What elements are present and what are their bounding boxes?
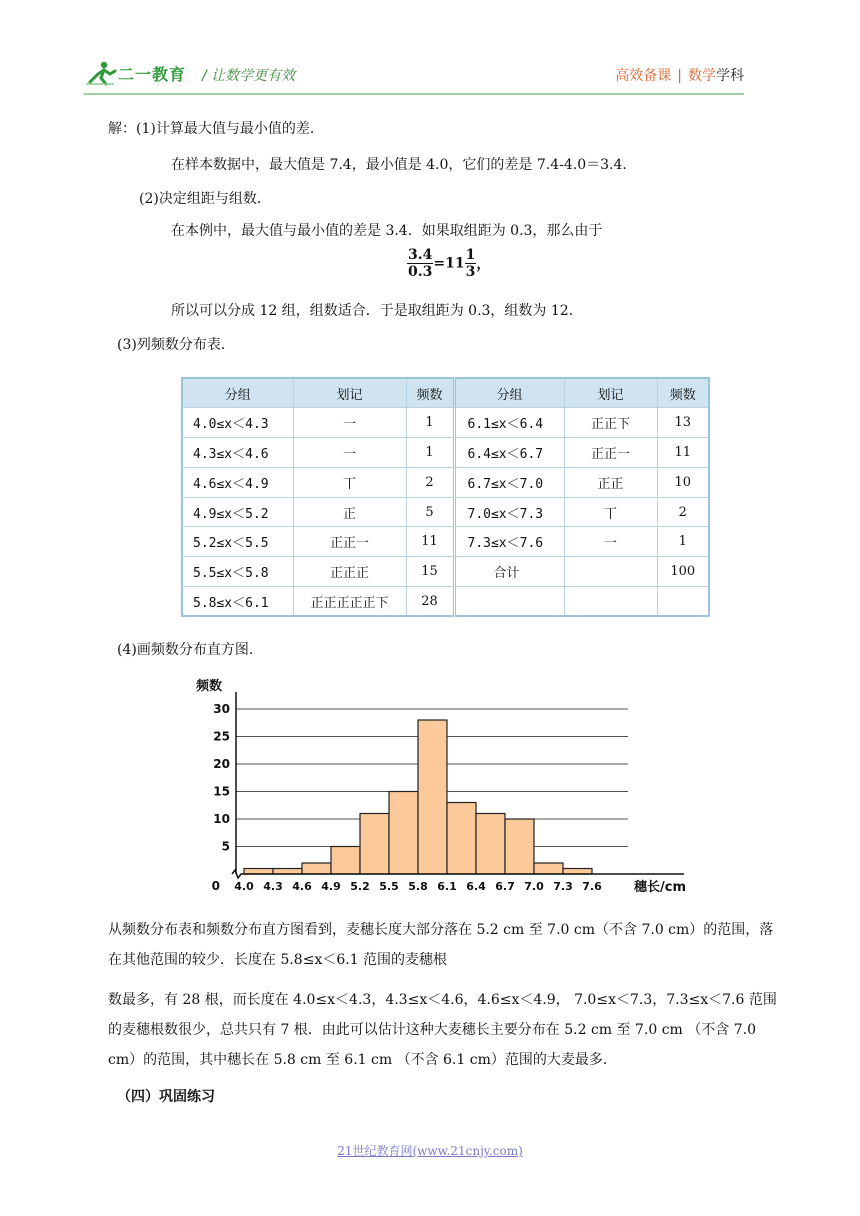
table-cell: 13 (657, 408, 709, 438)
x-tick-label: 5.2 (350, 880, 370, 893)
analysis-paragraph-1: 从频数分布表和频数分布直方图看到，麦穗长度大部分落在 5.2 cm 至 7.0 cm（不含 7.0 cm）的范围，落在其他范围的较少．长度在 5.8≤x＜6.1 范围的麦穗根 (108, 922, 774, 968)
mixed-denominator: 3 (465, 264, 476, 280)
table-cell: 4.0≤x＜4.3 (182, 408, 293, 438)
y-tick-label: 25 (213, 729, 230, 744)
header-subject-a: 数学 (688, 68, 716, 84)
x-tick-label: 4.0 (234, 880, 254, 893)
table-cell: 1 (406, 408, 454, 438)
y-axis-title: 频数 (196, 679, 223, 694)
histogram-bar (476, 814, 505, 875)
table-cell: 5.2≤x＜5.5 (182, 527, 293, 557)
step3-heading: (3)列频数分布表． (117, 337, 235, 353)
table-cell: 2 (657, 497, 709, 527)
table-cell: 2 (406, 467, 454, 497)
table-cell: 正正下 (564, 408, 657, 438)
table-row (182, 587, 709, 617)
chart-bars (244, 720, 592, 874)
step1-heading: 解：(1)计算最大值与最小值的差． (108, 121, 324, 137)
table-total-label: 合计 (454, 557, 564, 587)
histogram-bar (360, 814, 389, 875)
table-header: 分组 (182, 378, 293, 408)
fraction-equation (407, 247, 490, 280)
x-axis-title: 穗长/cm (634, 880, 687, 895)
footer-link[interactable]: 21世纪教育网(www.21cnjy.com) (337, 1144, 523, 1158)
table-cell: 11 (657, 438, 709, 468)
fraction-tail: ， (476, 256, 491, 273)
table-cell: 一 (293, 408, 406, 438)
table-cell: 10 (657, 467, 709, 497)
table-cell: 正正正正正下 (293, 587, 406, 617)
section-heading-practice: （四）巩固练习 (117, 1089, 215, 1105)
x-tick-label: 5.5 (379, 880, 399, 893)
histogram-bar (389, 792, 418, 875)
mixed-numerator: 1 (465, 247, 476, 263)
frequency-histogram (186, 672, 706, 902)
fraction-denominator: 0.3 (408, 264, 433, 280)
header-subject (615, 65, 744, 85)
table-header: 分组 (454, 378, 564, 408)
table-cell: 11 (406, 527, 454, 557)
table-header: 频数 (657, 378, 709, 408)
table-cell: 6.7≤x＜7.0 (454, 467, 564, 497)
histogram-bar (418, 720, 447, 874)
histogram-bar (331, 847, 360, 875)
table-cell: 5 (406, 497, 454, 527)
table-cell: 一 (293, 438, 406, 468)
histogram-bar (244, 869, 273, 875)
x-tick-label: 6.1 (437, 880, 457, 893)
step2-conclusion: 所以可以分成 12 组，组数适合．于是取组距为 0.3，组数为 12． (171, 303, 583, 319)
step2-heading: (2)决定组距与组数． (139, 191, 271, 207)
table-cell: 4.9≤x＜5.2 (182, 497, 293, 527)
slogan: / 让数学更有效 (202, 68, 296, 84)
fraction-numerator: 3.4 (408, 247, 433, 263)
histogram-bar (505, 819, 534, 874)
table-cell: 1 (657, 527, 709, 557)
step4-heading: (4)画频数分布直方图． (117, 642, 263, 658)
table-cell (657, 587, 709, 617)
x-tick-label: 6.4 (466, 880, 486, 893)
table-cell (564, 557, 657, 587)
table-cell: 丅 (564, 497, 657, 527)
table-cell: 4.6≤x＜4.9 (182, 467, 293, 497)
header-prefix: 高效备课 (615, 68, 672, 84)
histogram-bar (447, 803, 476, 875)
table-header: 划记 (564, 378, 657, 408)
fraction-mixed (465, 247, 477, 280)
fraction-main (407, 247, 433, 280)
table-cell: 1 (406, 438, 454, 468)
table-cell: 7.3≤x＜7.6 (454, 527, 564, 557)
table-row (182, 527, 709, 557)
analysis-paragraph-2: 数最多，有 28 根，而长度在 4.0≤x＜4.3，4.3≤x＜4.6，4.6≤x＜4.9， 7.0≤x＜7.3，7.3≤x＜7.6 范围的麦穗根数很少，总共只有 7 根．由此可以估计这种大麦穗长主要分布在 5.2 cm 至 7.0 cm （不含 7.0 cm）的范围，其中穗长在 5.8 cm 至 6.1 cm （不含 6.1 cm）范围的大麦最多． (108, 992, 777, 1068)
y-tick-label: 15 (213, 784, 230, 799)
logo-text: 二一教育 (118, 65, 187, 84)
x-tick-label: 4.6 (292, 880, 312, 893)
table-cell (564, 587, 657, 617)
table-cell: 7.0≤x＜7.3 (454, 497, 564, 527)
header-subject-b: 学科 (716, 68, 744, 84)
table-total-value: 100 (657, 557, 709, 587)
table-cell: 一 (564, 527, 657, 557)
histogram-bar (563, 869, 592, 875)
table-cell: 正正正 (293, 557, 406, 587)
table-cell (454, 587, 564, 617)
fraction-equals: =11 (433, 255, 465, 272)
table-row (182, 467, 709, 497)
table-cell: 28 (406, 587, 454, 617)
histogram-bar (273, 869, 302, 875)
y-tick-label: 10 (213, 812, 230, 826)
step1-text: 在样本数据中，最大值是 7.4，最小值是 4.0，它们的差是 7.4-4.0＝3.4． (171, 157, 637, 173)
table-header: 频数 (406, 378, 454, 408)
table-row (182, 497, 709, 527)
table-cell: 正 (293, 497, 406, 527)
y-tick-label: 20 (213, 757, 230, 771)
y-tick-label: 5 (221, 839, 230, 854)
x-tick-label: 6.7 (495, 880, 515, 893)
histogram-bar (534, 863, 563, 874)
table-row (182, 438, 709, 468)
x-tick-label: 4.9 (321, 880, 341, 893)
x-tick-label: 4.3 (263, 880, 283, 893)
table-header: 划记 (293, 378, 406, 408)
page-header (84, 60, 744, 90)
table-cell: 丅 (293, 467, 406, 497)
step2-text: 在本例中，最大值与最小值的差是 3.4．如果取组距为 0.3，那么由于 (171, 223, 603, 239)
table-cell: 6.4≤x＜6.7 (454, 438, 564, 468)
y-tick-label: 30 (213, 702, 230, 716)
table-cell: 正正一 (564, 438, 657, 468)
runner-logo-icon (84, 60, 118, 86)
table-header-row (182, 378, 709, 408)
histogram-bar (302, 863, 331, 874)
table-cell: 6.1≤x＜6.4 (454, 408, 564, 438)
table-row (182, 557, 709, 587)
logo (84, 60, 194, 86)
x-tick-label: 5.8 (408, 880, 428, 893)
x-tick-label: 7.0 (524, 880, 544, 893)
header-divider (84, 93, 744, 95)
header-separator: | (677, 68, 682, 84)
table-cell: 15 (406, 557, 454, 587)
table-cell: 4.3≤x＜4.6 (182, 438, 293, 468)
x-tick-label: 7.6 (582, 880, 602, 893)
table-cell: 正正一 (293, 527, 406, 557)
table-cell: 5.5≤x＜5.8 (182, 557, 293, 587)
frequency-table (181, 377, 710, 617)
y-tick-label: 0 (211, 879, 220, 893)
table-cell: 5.8≤x＜6.1 (182, 587, 293, 617)
table-cell: 正正 (564, 467, 657, 497)
table-row (182, 408, 709, 438)
x-tick-label: 7.3 (553, 880, 573, 893)
